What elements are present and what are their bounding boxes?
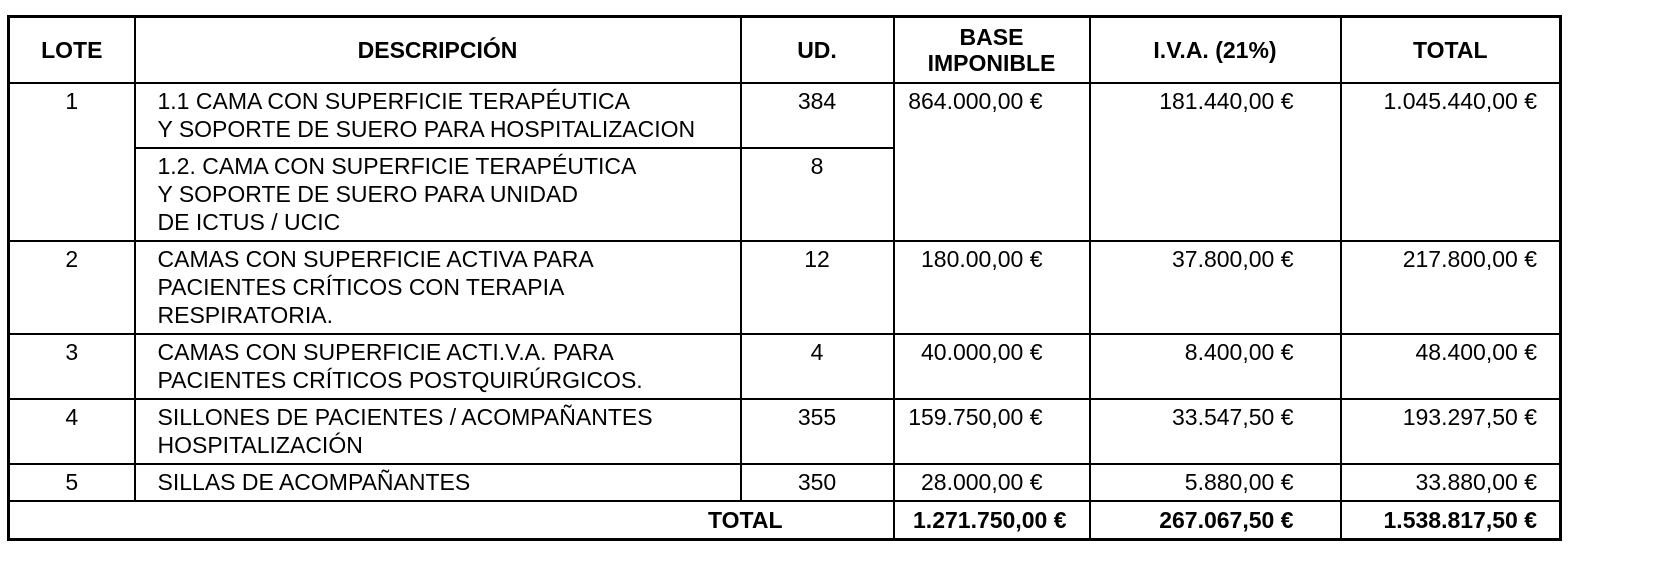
lots-table xyxy=(7,15,1562,541)
lote-cell: 2 xyxy=(9,241,135,334)
iva-cell: 181.440,00 € xyxy=(1090,83,1341,241)
table-row xyxy=(9,241,1561,334)
lots-table-container xyxy=(7,15,1562,541)
iva-cell: 8.400,00 € xyxy=(1090,334,1341,399)
header-base-line1: BASE xyxy=(959,24,1024,50)
description-line: CAMAS CON SUPERFICIE ACTIVA PARA xyxy=(157,246,594,272)
description-line: CAMAS CON SUPERFICIE ACTI.V.A. PARA xyxy=(157,339,614,365)
totals-total: 1.538.817,50 € xyxy=(1341,501,1561,540)
iva-cell: 37.800,00 € xyxy=(1090,241,1341,334)
total-cell: 193.297,50 € xyxy=(1341,399,1561,464)
description-line: RESPIRATORIA. xyxy=(157,302,334,328)
ud-cell: 4 xyxy=(741,334,894,399)
lote-cell: 3 xyxy=(9,334,135,399)
total-cell: 33.880,00 € xyxy=(1341,464,1561,501)
header-iva: I.V.A. (21%) xyxy=(1090,17,1341,84)
iva-cell: 5.880,00 € xyxy=(1090,464,1341,501)
description-line: Y SOPORTE DE SUERO PARA UNIDAD xyxy=(157,181,578,207)
description-cell xyxy=(135,83,741,148)
header-total: TOTAL xyxy=(1341,17,1561,84)
base-cell: 180.00,00 € xyxy=(894,241,1090,334)
table-row xyxy=(9,399,1561,464)
description-line: HOSPITALIZACIÓN xyxy=(157,432,363,458)
totals-label: TOTAL xyxy=(9,501,894,540)
total-cell: 217.800,00 € xyxy=(1341,241,1561,334)
base-cell: 159.750,00 € xyxy=(894,399,1090,464)
ud-cell: 8 xyxy=(741,148,894,241)
description-line: PACIENTES CRÍTICOS POSTQUIRÚRGICOS. xyxy=(157,367,643,393)
header-base-line2: IMPONIBLE xyxy=(927,50,1056,76)
table-row xyxy=(9,334,1561,399)
header-base-imponible xyxy=(894,17,1090,84)
description-line: PACIENTES CRÍTICOS CON TERAPIA xyxy=(157,274,565,300)
header-lote: LOTE xyxy=(9,17,135,84)
description-cell xyxy=(135,148,741,241)
lote-cell: 1 xyxy=(9,83,135,241)
header-ud: UD. xyxy=(741,17,894,84)
base-cell: 864.000,00 € xyxy=(894,83,1090,241)
description-line: DE ICTUS / UCIC xyxy=(157,209,341,235)
description-line: 1.2. CAMA CON SUPERFICIE TERAPÉUTICA xyxy=(157,153,637,179)
totals-row xyxy=(9,501,1561,540)
description-cell xyxy=(135,241,741,334)
total-cell: 1.045.440,00 € xyxy=(1341,83,1561,241)
description-line: 1.1 CAMA CON SUPERFICIE TERAPÉUTICA xyxy=(157,88,630,114)
header-row xyxy=(9,17,1561,84)
base-cell: 40.000,00 € xyxy=(894,334,1090,399)
lote-cell: 4 xyxy=(9,399,135,464)
ud-cell: 350 xyxy=(741,464,894,501)
lote-cell: 5 xyxy=(9,464,135,501)
description-cell xyxy=(135,464,741,501)
description-line: SILLONES DE PACIENTES / ACOMPAÑANTES xyxy=(157,404,653,430)
table-row xyxy=(9,464,1561,501)
iva-cell: 33.547,50 € xyxy=(1090,399,1341,464)
description-line: Y SOPORTE DE SUERO PARA HOSPITALIZACION xyxy=(157,116,696,142)
totals-iva: 267.067,50 € xyxy=(1090,501,1341,540)
ud-cell: 12 xyxy=(741,241,894,334)
description-line: SILLAS DE ACOMPAÑANTES xyxy=(157,469,471,495)
header-descripcion: DESCRIPCIÓN xyxy=(135,17,741,84)
ud-cell: 384 xyxy=(741,83,894,148)
description-cell xyxy=(135,334,741,399)
ud-cell: 355 xyxy=(741,399,894,464)
totals-base: 1.271.750,00 € xyxy=(894,501,1090,540)
description-cell xyxy=(135,399,741,464)
table-row xyxy=(9,83,1561,148)
base-cell: 28.000,00 € xyxy=(894,464,1090,501)
total-cell: 48.400,00 € xyxy=(1341,334,1561,399)
